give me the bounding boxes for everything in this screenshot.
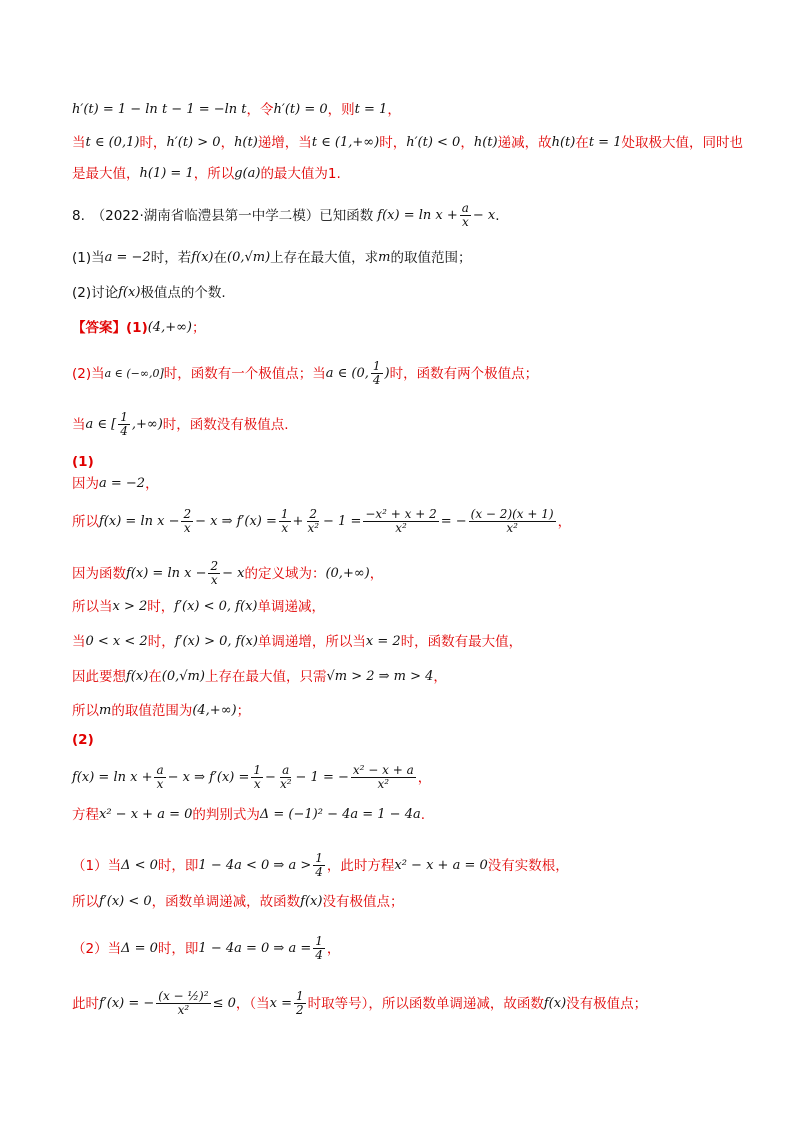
- text: 所以: [72, 703, 99, 719]
- s3-line: [72, 560, 383, 587]
- denominator: x²: [506, 521, 518, 535]
- math: h′(t) = 0: [273, 102, 328, 117]
- numerator: a: [461, 201, 469, 215]
- math: Δ = (−1)² − 4a = 1 − 4a: [259, 807, 421, 822]
- math: f(x) = ln x +: [72, 769, 153, 785]
- math: g(a): [234, 166, 261, 181]
- math: f′(x) > 0, f(x): [174, 634, 258, 649]
- text: ；: [192, 320, 206, 336]
- fraction: [208, 560, 220, 587]
- s1-line: [72, 475, 159, 493]
- fraction: [294, 990, 306, 1017]
- math: − x ⇒ f′(x) =: [195, 513, 277, 529]
- text: (1): [72, 454, 94, 470]
- answer-label: 【答案】: [72, 320, 126, 336]
- fraction: [313, 852, 325, 879]
- denominator: x: [461, 215, 469, 229]
- math: a = −2: [104, 250, 151, 265]
- text: ，所以: [193, 166, 235, 182]
- text: (1)当: [72, 250, 105, 266]
- math: ): [384, 365, 390, 381]
- denominator: x²: [307, 521, 320, 535]
- numerator: 1: [315, 934, 323, 948]
- text: 时，函数有最大值，: [400, 634, 523, 650]
- text: .: [420, 807, 426, 823]
- fraction: [460, 202, 471, 229]
- question-8-part-1: [72, 249, 472, 267]
- text: ，: [460, 135, 474, 151]
- fraction: [279, 508, 291, 535]
- section-1-heading: [72, 453, 94, 471]
- math: f′(x) < 0, f(x): [174, 599, 258, 614]
- text: (2)讨论: [72, 285, 119, 301]
- text: 递增，当: [257, 135, 312, 151]
- question-8-stem: [72, 202, 500, 229]
- text: 所以当: [72, 599, 113, 615]
- math: h′(t) > 0: [166, 135, 221, 150]
- math: (0,+∞): [325, 565, 370, 581]
- math: f(x): [191, 250, 214, 265]
- fraction: [278, 764, 294, 791]
- numerator: 2: [309, 507, 318, 521]
- text: 递减，故: [497, 135, 552, 151]
- fraction: [305, 508, 321, 535]
- t5-line: [72, 935, 340, 962]
- math: 0 < x < 2: [85, 634, 148, 649]
- text: 的判别式为: [192, 807, 260, 823]
- text: 8. （2022·湖南省临澧县第一中学二模）已知函数: [72, 207, 374, 224]
- text: (2)当: [72, 365, 105, 382]
- text: ，令: [246, 102, 274, 118]
- numerator: a: [282, 763, 290, 777]
- denominator: x²: [177, 1003, 190, 1017]
- math: f(x) = ln x −: [99, 513, 180, 529]
- text: （2）当: [72, 940, 122, 957]
- text: 上存在最大值，只需: [204, 669, 327, 685]
- text: ，: [369, 565, 384, 582]
- text: 是最大值，: [72, 166, 140, 182]
- question-8-part-2: [72, 284, 226, 302]
- text: ，: [433, 669, 447, 685]
- text: 因为: [72, 476, 99, 492]
- math: t ∈ (0,1): [85, 135, 140, 150]
- numerator: (x − 2)(x + 1): [470, 507, 554, 521]
- math: +: [292, 513, 304, 529]
- answer-line-3: [72, 411, 289, 438]
- math: f(x): [118, 285, 141, 300]
- math: h(t): [234, 135, 258, 150]
- text: ，: [417, 769, 432, 786]
- text: 没有极值点；: [322, 894, 404, 910]
- t4-line: [72, 893, 403, 911]
- math: Δ = 0: [121, 940, 158, 956]
- text: 时，即: [157, 857, 199, 874]
- numerator: 1: [280, 507, 289, 521]
- text: 时取等号），所以函数单调递减，故函数: [307, 995, 544, 1012]
- math: − x: [472, 207, 496, 223]
- fraction: [251, 764, 263, 791]
- text: （1）当: [72, 857, 122, 874]
- math: ,+∞): [131, 416, 163, 432]
- math: h(1) = 1: [139, 166, 194, 181]
- denominator: 2: [295, 1003, 304, 1017]
- text: ，（当: [235, 995, 270, 1012]
- math: (0,√m): [161, 669, 205, 684]
- numerator: 1: [315, 851, 323, 865]
- math: ≤ 0: [212, 995, 236, 1011]
- text: 的取值范围；: [390, 250, 472, 266]
- text: 当: [72, 634, 86, 650]
- text: 在: [213, 250, 227, 266]
- math: h′(t) < 0: [406, 135, 461, 150]
- s7-line: [72, 702, 250, 720]
- math: (4,+∞): [192, 703, 237, 718]
- fraction: [154, 764, 165, 791]
- numerator: x² − x + a: [352, 763, 414, 777]
- denominator: x²: [395, 521, 407, 535]
- text: 所以: [72, 894, 99, 910]
- text: 当: [72, 135, 86, 151]
- text: ，: [387, 102, 401, 118]
- text: 因此要想: [72, 669, 126, 685]
- math: − x: [222, 565, 245, 581]
- math: 1 − 4a < 0 ⇒ a >: [198, 857, 312, 873]
- text: 上存在最大值，求: [270, 250, 379, 266]
- denominator: x: [253, 777, 261, 791]
- text: 时，: [379, 135, 407, 151]
- solution-line-1: [72, 101, 401, 119]
- text: ，: [145, 476, 159, 492]
- text: 在: [148, 669, 162, 685]
- answer-line-1: [72, 319, 206, 337]
- denominator: x: [281, 521, 289, 535]
- text: 极值点的个数.: [140, 285, 226, 301]
- text: 时，函数有两个极值点；: [389, 365, 539, 382]
- numerator: (x − ½)²: [158, 989, 209, 1003]
- text: 的最大值为1.: [260, 166, 341, 182]
- numerator: 1: [253, 763, 262, 777]
- math: h′(t) = 1 − ln t − 1 = −ln t: [72, 102, 247, 117]
- text: 时，函数有一个极值点；当: [163, 365, 326, 382]
- denominator: x: [210, 573, 218, 587]
- text: ；: [236, 703, 251, 719]
- math: √m > 2 ⇒ m > 4: [326, 669, 434, 684]
- math: − x ⇒ f′(x) =: [167, 769, 250, 785]
- text: 所以: [72, 513, 99, 530]
- fraction: [313, 935, 325, 962]
- fraction: [371, 360, 383, 387]
- s2-line: [72, 508, 571, 535]
- math: − 1 =: [323, 513, 362, 529]
- math: m: [99, 703, 112, 718]
- denominator: x²: [377, 777, 390, 791]
- math: Δ < 0: [121, 857, 158, 873]
- math: (4,+∞): [147, 320, 193, 335]
- math: f′(x) < 0: [99, 894, 152, 909]
- t2-line: [72, 806, 425, 824]
- text: ，: [326, 940, 341, 957]
- numerator: −x² + x + 2: [365, 507, 437, 521]
- text: 的定义域为：: [244, 565, 326, 582]
- denominator: 4: [315, 865, 323, 879]
- text: ，: [557, 513, 572, 530]
- math: m: [378, 250, 391, 265]
- math: t = 1: [354, 102, 388, 117]
- text: 此时: [72, 995, 99, 1012]
- numerator: 1: [120, 410, 128, 424]
- math: h(t): [551, 135, 576, 150]
- denominator: x²: [279, 777, 292, 791]
- text: ，函数单调递减，故函数: [151, 894, 301, 910]
- denominator: 4: [120, 424, 128, 438]
- s4-line: [72, 598, 325, 616]
- text: ，则: [327, 102, 355, 118]
- text: 因为函数: [72, 565, 126, 582]
- text: (2): [72, 732, 94, 748]
- math: t = 1: [588, 135, 622, 150]
- text: 时，: [147, 599, 175, 615]
- denominator: 4: [315, 948, 323, 962]
- numerator: 2: [210, 559, 219, 573]
- text: 没有极值点；: [566, 995, 648, 1012]
- text: 当: [72, 416, 86, 433]
- math: a ∈ (−∞,0]: [104, 366, 164, 380]
- numerator: a: [156, 763, 164, 777]
- text: 单调递减，: [257, 599, 325, 615]
- math: (0,√m): [227, 250, 271, 265]
- t1-line: [72, 764, 431, 791]
- denominator: x: [156, 777, 164, 791]
- numerator: 1: [372, 359, 381, 373]
- text: 处取极大值，同时也: [621, 135, 743, 151]
- text: 的取值范围为: [111, 703, 193, 719]
- math: f(x) = ln x +: [377, 207, 458, 223]
- denominator: x: [183, 521, 191, 535]
- answer-line-2: [72, 360, 538, 387]
- text: ，: [220, 135, 235, 151]
- s6-line: [72, 668, 447, 686]
- math: f′(x) = −: [99, 995, 155, 1011]
- math: f(x) = ln x −: [126, 565, 207, 581]
- fraction: [469, 508, 556, 535]
- text: (1): [126, 320, 148, 336]
- text: ，此时方程: [326, 857, 395, 874]
- denominator: 4: [372, 373, 381, 387]
- math: 1 − 4a = 0 ⇒ a =: [198, 940, 312, 956]
- text: 没有实数根，: [487, 857, 569, 874]
- solution-line-2: [72, 134, 743, 152]
- text: 时，即: [157, 940, 199, 957]
- fraction: [363, 508, 438, 535]
- text: 在: [575, 135, 589, 151]
- math: − 1 = −: [295, 769, 349, 785]
- math: −: [265, 769, 276, 785]
- math: a ∈ [: [85, 416, 117, 432]
- math: x = 2: [365, 634, 401, 649]
- text: 时，函数没有极值点.: [162, 416, 289, 433]
- fraction: [156, 990, 210, 1017]
- fraction: [118, 411, 130, 438]
- numerator: 1: [295, 989, 304, 1003]
- s5-line: [72, 633, 522, 651]
- math: = −: [440, 513, 467, 529]
- solution-line-3: [72, 165, 341, 183]
- math: x > 2: [112, 599, 148, 614]
- math: x =: [269, 995, 292, 1011]
- text: 时，: [139, 135, 167, 151]
- t6-line: [72, 990, 647, 1017]
- math: t ∈ (1,+∞): [311, 135, 380, 150]
- text: .: [495, 207, 500, 224]
- math: a = −2: [99, 476, 146, 491]
- fraction: [351, 764, 416, 791]
- numerator: 2: [183, 507, 192, 521]
- math: x² − x + a = 0: [99, 807, 193, 822]
- math: f(x): [126, 669, 149, 684]
- math: x² − x + a = 0: [394, 857, 488, 873]
- section-2-heading: [72, 731, 94, 749]
- math: f(x): [543, 995, 567, 1011]
- t3-line: [72, 852, 569, 879]
- math: f(x): [300, 894, 323, 909]
- math: a ∈ (0,: [325, 365, 369, 381]
- text: 方程: [72, 807, 99, 823]
- text: 时，: [147, 634, 175, 650]
- text: 时，若: [150, 250, 192, 266]
- math: h(t): [473, 135, 498, 150]
- text: 单调递增，所以当: [257, 634, 366, 650]
- fraction: [181, 508, 193, 535]
